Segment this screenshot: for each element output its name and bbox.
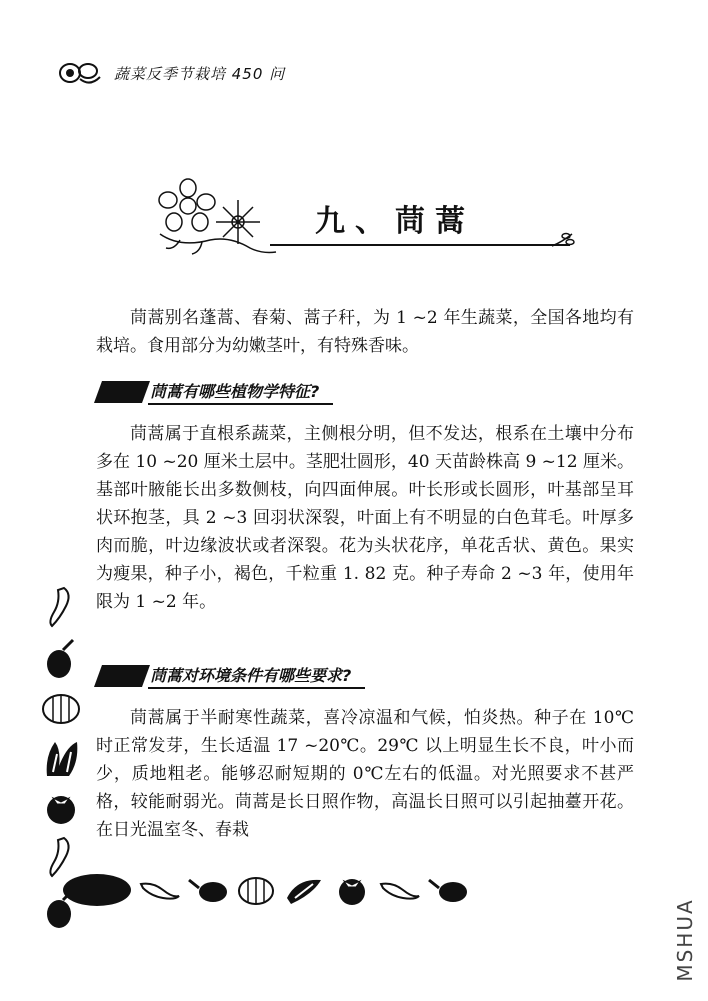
section-marker-icon <box>94 665 150 687</box>
section-title: 茼蒿对环境条件有哪些要求? <box>148 663 365 689</box>
tomato-icon <box>330 870 374 910</box>
section-heading <box>98 378 333 406</box>
pumpkin-icon <box>234 870 278 910</box>
pepper-icon <box>138 870 182 910</box>
section-body: 茼蒿属于半耐寒性蔬菜，喜冷凉温和气候，怕炎热。种子在 10℃时正常发芽，生长适温 17 ~20℃。29℃ 以上明显生长不良，叶小而少，质地粗老。能够忍耐短期的 0℃左右的低温。对光照要求不甚严格，较能耐弱光。茼蒿是长日照作物，高温长日照可以引起抽薹开花。在日光温室冬、春栽 <box>96 708 634 840</box>
chapter-heading <box>150 178 580 268</box>
running-header <box>58 58 285 88</box>
watermark-text: MSHUA <box>673 898 697 982</box>
eggplant-icon <box>36 635 86 681</box>
intro-paragraph: 茼蒿别名蓬蒿、春菊、蒿子秆，为 1 ~2 年生蔬菜，全国各地均有栽培。食用部分为幼嫩茎叶，有特殊香味。 <box>96 308 634 356</box>
section-body: 茼蒿属于直根系蔬菜，主侧根分明，但不发达，根系在土壤中分布多在 10 ~20 厘米土层中。茎肥壮圆形，40 天苗龄株高 9 ~12 厘米。基部叶腋能长出多数侧枝，向四面伸展。叶长形或长圆形，叶基部呈耳状环抱茎，具 2 ~3 回羽状深裂，叶面上有不明显的白色茸毛。叶厚多肉而脆，叶边缘波状或者深裂。花为头状花序，单花舌状、黄色。果实为瘦果，种子小，褐色，千粒重 1. 82 克。种子寿命 2 ~3 年，使用年限为 1 ~2 年。 <box>96 424 634 612</box>
running-header-title: 蔬菜反季节栽培 450 问 <box>114 64 286 83</box>
flower-decoration-icon <box>150 178 280 258</box>
pumpkin-icon <box>36 685 86 731</box>
pepper-icon <box>36 585 86 631</box>
chapter-title: 九、茼蒿 <box>315 204 475 239</box>
eggplant-icon <box>426 870 470 910</box>
section-heading <box>98 662 365 690</box>
tomato-icon <box>36 785 86 831</box>
section-title: 茼蒿有哪些植物学特征? <box>148 379 333 405</box>
page-oval-icon <box>60 870 134 910</box>
footer-decoration <box>60 868 474 912</box>
eggplant-icon <box>186 870 230 910</box>
cabbage-icon <box>36 735 86 781</box>
chapter-underline <box>270 244 570 246</box>
cabbage-icon <box>282 870 326 910</box>
leaf-sprig-icon <box>550 230 576 256</box>
vegetable-logo-icon <box>58 59 102 87</box>
section-marker-icon <box>94 381 150 403</box>
pepper-icon <box>378 870 422 910</box>
watermark <box>670 890 700 990</box>
